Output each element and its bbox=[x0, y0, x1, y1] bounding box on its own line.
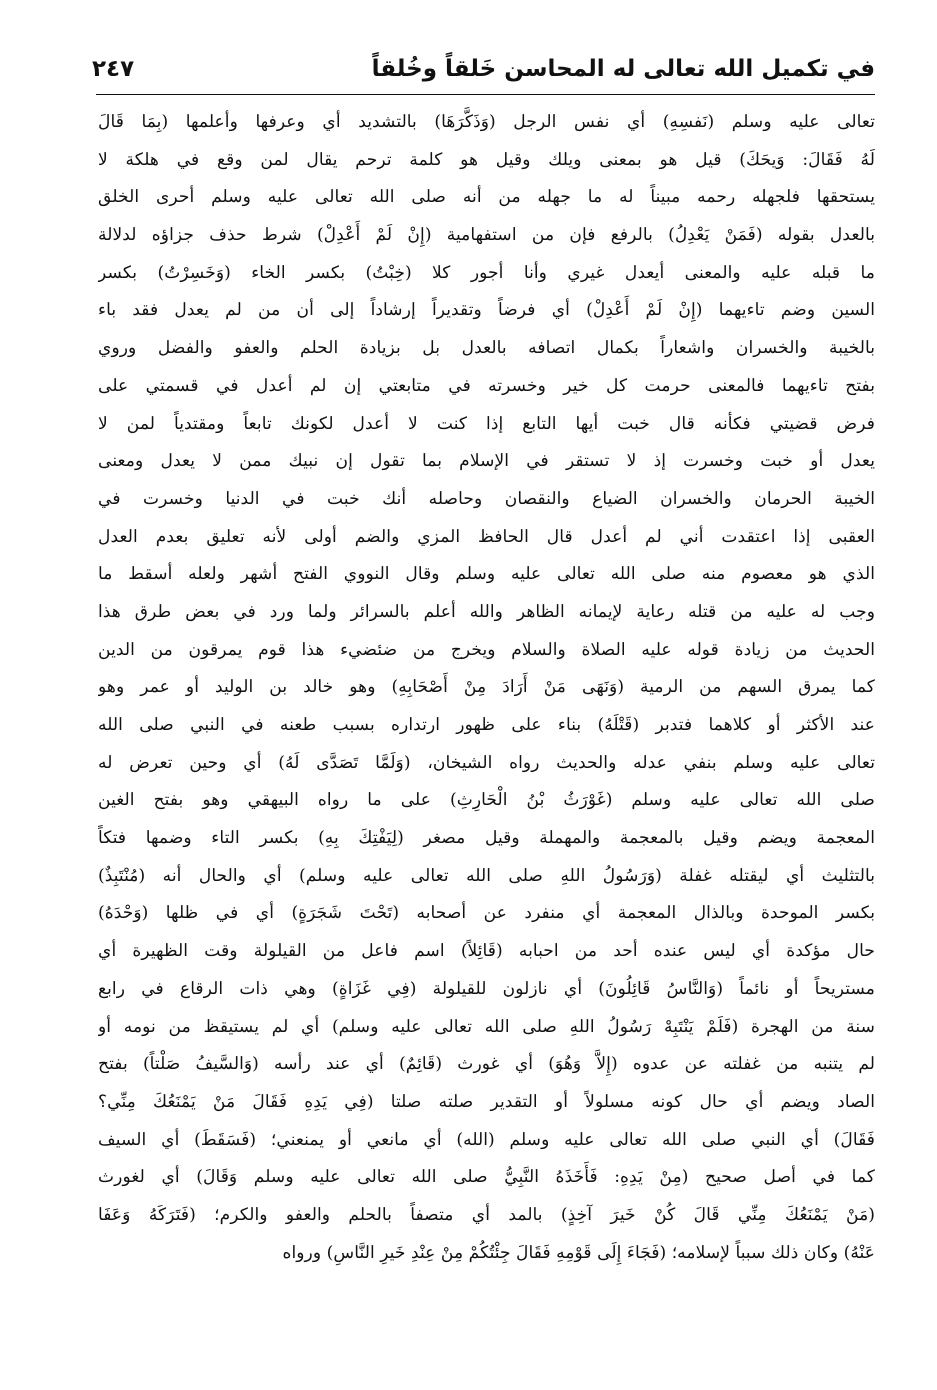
header-divider bbox=[96, 94, 875, 95]
text-line: المعجمة ويضم وقيل بالمعجمة والمهملة وقيل مصغر (لِيَفْتِكَ بِهِ) بكسر التاء وضمها فتكاً bbox=[98, 828, 875, 849]
text-line: تعالى عليه وسلم (نَفسِهِ) أي نفس الرجل (وَذَكَّرَهَا) بالتشديد أي وعرفها وأعلمها (بِمَا قَالَ bbox=[98, 112, 875, 132]
text-line: الخيبة الحرمان والخسران الضياع والنقصان وحاصله أنك خبت في الدنيا وخسرت في bbox=[98, 488, 875, 509]
text-line: كما في أصل صحيح (مِنْ يَدِهِ: فَأَخَذَهُ النَّبِيُّ صلى الله تعالى عليه وسلم وَقَالَ) أي لغورث bbox=[98, 1167, 875, 1188]
body-text bbox=[98, 104, 875, 1272]
text-line: كما يمرق السهم من الرمية (وَنَهَى مَنْ أَرَادَ مِنْ أَصْحَابِهِ) وهو خالد بن الوليد أو عمر وهو bbox=[98, 677, 875, 698]
text-line: ما قبله عليه والمعنى أيعدل غيري وأنا أجور كلا (خِبْتُ) بكسر الخاء (وَخَسِرْتُ) بكسر bbox=[98, 262, 875, 283]
text-line: العقبى إذا اعتقدت أني لم أعدل قال الحافظ المزي والضم أولى لأنه تعليق بعدم العدل bbox=[98, 526, 875, 547]
running-header bbox=[92, 34, 875, 84]
text-line: يستحقها فلجهله رحمه مبيناً له ما جهله من أنه صلى الله تعالى عليه وسلم أحرى الخلق bbox=[98, 187, 875, 208]
text-line: لم يتنبه من غفلته عن عدوه (إِلاَّ وَهُوَ) أي غورث (قَائِمٌ) أي عند رأسه (وَالسَّيفُ صَلْتاً) بفتح bbox=[98, 1054, 875, 1075]
text-line: بفتح تاءيهما فالمعنى حرمت كل خير وخسرته في متابعتي إن لم أعدل في قسمتي على bbox=[98, 375, 875, 396]
text-line: الصاد ويضم أي حال كونه مسلولاً أو التقدير صلته صلتا (فِي يَدِهِ فَقَالَ مَنْ يَمْنَعُكَ مِنِّي؟ bbox=[98, 1091, 875, 1112]
text-line: مستريحاً أو نائماً (وَالنَّاسُ قَائِلُونَ) أي نازلون للقيلولة (فِي غَزَاةٍ) وهي ذات الرقاع في رابع bbox=[98, 978, 875, 999]
text-line: تعالى عليه وسلم بنفي عدله والحديث رواه الشيخان، (وَلَمَّا تَصَدَّى لَهُ) أي وحين تعرض له bbox=[98, 752, 875, 773]
text-line: بالعدل بقوله (فَمَنْ يَعْدِلُ) بالرفع فإن من استفهامية (إِنْ لَمْ أَعْدِلْ) شرط حذف جزاؤه لدلالة bbox=[98, 225, 875, 246]
text-line: لَهُ فَقَالَ: وَيحَكَ) قيل هو بمعنى ويلك وقيل هو كلمة ترحم يقال لمن وقع في هلكة لا bbox=[98, 149, 875, 170]
text-line: عَنْهُ) وكان ذلك سبباً لإسلامه؛ (فَجَاءَ إِلَى قَوْمِهِ فَقَالَ جِئْتُكُمْ مِنْ عِنْدِ خَيرِ النَّاسِ) ورواه bbox=[282, 1242, 875, 1263]
page-number: ٢٤٧ bbox=[92, 56, 135, 83]
text-line: الحديث من زيادة قوله عليه الصلاة والسلام ويخرج من ضئضيء هذا قوم يمرقون من الدين bbox=[98, 639, 875, 660]
text-line: بالخيبة والخسران واشعاراً بكمال اتصافه بالعدل بل بزيادة الحلم والعفو والفضل وروي bbox=[98, 338, 875, 359]
text-line: بالتثليث أي ليقتله غفلة (وَرَسُولُ اللهِ صلى الله تعالى عليه وسلم) أي والحال أنه (مُنْتَبِذٌ) bbox=[98, 865, 875, 886]
text-line: سنة من الهجرة (فَلَمْ يَنْتَبِهْ رَسُولُ اللهِ صلى الله تعالى عليه وسلم) أي لم يستيقظ من نومه أو bbox=[98, 1016, 875, 1037]
text-line: صلى الله تعالى عليه وسلم (غَوْرَثُ بْنُ الْحَارِثِ) على ما رواه البيهقي وهو بفتح الغين bbox=[98, 790, 875, 811]
text-line: (مَنْ يَمْنَعُكَ مِنِّي قَالَ كُنْ خَيرَ آخِذٍ) بالمد أي متصفاً بالحلم والعفو والكرم؛ (فَتَرَكَهُ وَعَفَا bbox=[98, 1204, 875, 1225]
text-line: بكسر الموحدة وبالذال المعجمة أي منفرد عن أصحابه (تَحْتَ شَجَرَةٍ) أي في ظلها (وَحْدَهُ) bbox=[98, 903, 875, 924]
text-line: الذي هو معصوم منه صلى الله تعالى عليه وسلم وقال النووي الفتح أشهر ولعله أسقط ما bbox=[98, 564, 875, 585]
text-line: فَقَالَ) أي النبي صلى الله تعالى عليه وسلم (الله) أي مانعي أو يمنعني؛ (فَسَقَطَ) أي السيف bbox=[98, 1129, 875, 1150]
text-line: عند الأكثر أو كلاهما فتدبر (قَتْلَهُ) بناء على ظهور ارتداره بسبب طعنه في النبي صلى الله bbox=[98, 715, 875, 735]
text-line: السين وضم تاءيهما (إِنْ لَمْ أَعْدِلْ) أي فرضاً وتقديراً إرشاداً إلى أن من لم يعدل فقد باء bbox=[98, 300, 875, 321]
text-line: حال مؤكدة أي ليس عنده أحد من احبابه (قَائِلاً) اسم فاعل من القيلولة وقت الظهيرة أي bbox=[98, 941, 875, 962]
text-line: يعدل أو خبت وخسرت إذ لا تستقر في الإسلام بما تقول إن نبيك ممن لا يعدل ومعنى bbox=[98, 451, 875, 472]
text-line: فرض قضيتي فكأنه قال خبت أيها التابع إذا كنت لا أعدل لكونك تابعاً ومقتدياً لمن لا bbox=[98, 413, 875, 434]
text-line: وجب له عليه من قتله رعاية لإيمانه الظاهر والله أعلم بالسرائر ولما ورد في بعض طرق هذا bbox=[98, 601, 875, 622]
chapter-title: في تكميل الله تعالى له المحاسن خَلقاً وخُلقاً bbox=[371, 56, 875, 83]
